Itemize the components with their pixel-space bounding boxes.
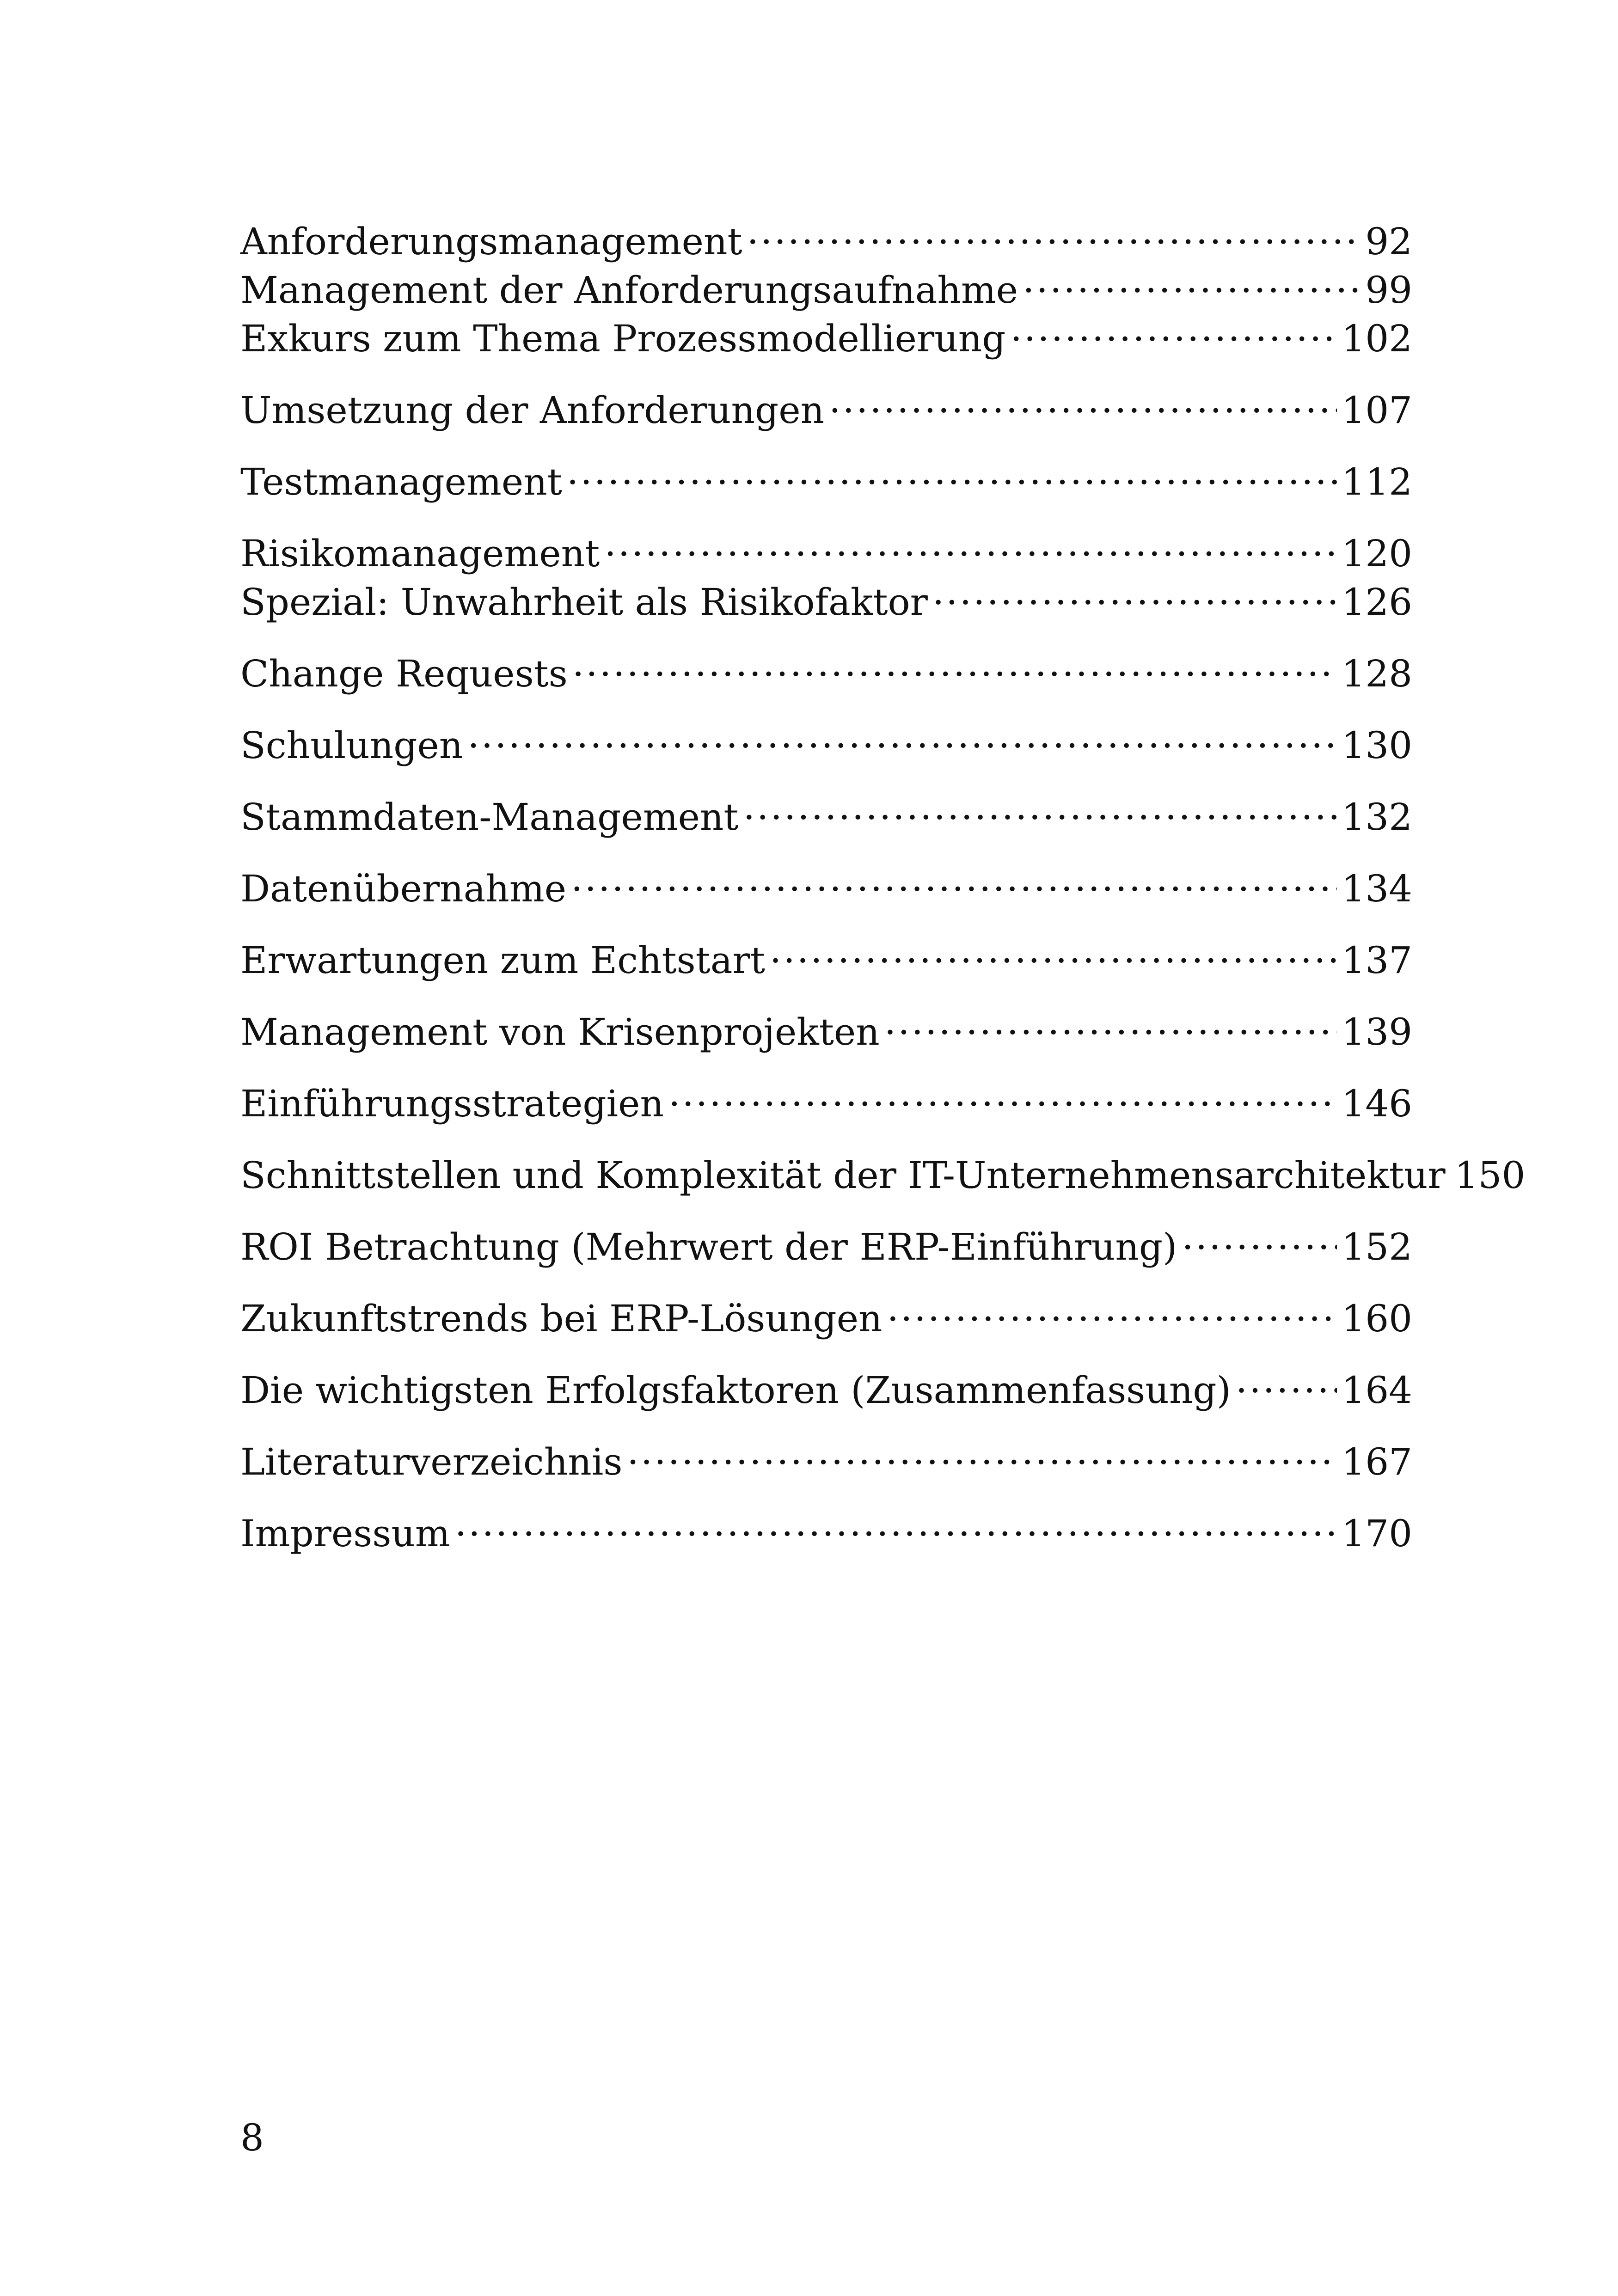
- toc-entry-page: 128: [1342, 652, 1412, 695]
- toc-entry[interactable]: [240, 925, 1412, 982]
- toc-entry-title: Zukunftstrends bei ERP-Lösungen: [240, 1297, 883, 1340]
- toc-dot-leader: [884, 996, 1337, 1045]
- toc-entry[interactable]: [240, 518, 1412, 575]
- toc-entry[interactable]: [240, 1354, 1412, 1412]
- toc-entry[interactable]: [240, 781, 1412, 839]
- toc-entry-page: 167: [1342, 1440, 1412, 1483]
- toc-entry-page: 152: [1342, 1225, 1412, 1268]
- toc-entry-title: ROI Betrachtung (Mehrwert der ERP-Einführung): [240, 1225, 1177, 1268]
- toc-dot-leader: [627, 1426, 1337, 1475]
- toc-dot-leader: [1023, 254, 1361, 303]
- toc-dot-leader: [770, 925, 1337, 973]
- toc-entry[interactable]: [240, 638, 1412, 695]
- toc-entry[interactable]: [240, 206, 1412, 263]
- toc-dot-leader: [1182, 1211, 1337, 1260]
- toc-dot-leader: [829, 374, 1337, 423]
- toc-dot-leader: [455, 1498, 1337, 1546]
- toc-entry-page: 146: [1342, 1082, 1412, 1125]
- toc-entry[interactable]: [240, 1068, 1412, 1125]
- toc-entry-title: Risikomanagement: [240, 532, 600, 575]
- page-number: 8: [240, 2116, 264, 2159]
- toc-entry-page: 126: [1342, 581, 1412, 624]
- toc-dot-leader: [1236, 1354, 1337, 1403]
- toc-entry-page: 132: [1342, 796, 1412, 839]
- toc-entry-page: 150: [1454, 1154, 1526, 1197]
- toc-dot-leader: [743, 781, 1337, 830]
- toc-entry-page: 160: [1342, 1297, 1412, 1340]
- toc-entry-title: Testmanagement: [240, 460, 562, 503]
- toc-entry-title: Anforderungsmanagement: [240, 220, 742, 263]
- toc-entry-page: 102: [1342, 317, 1412, 360]
- toc-dot-leader: [1010, 303, 1337, 351]
- toc-entry[interactable]: [240, 1283, 1412, 1340]
- toc-entry-title: Erwartungen zum Echtstart: [240, 939, 765, 982]
- toc-entry-page: 139: [1342, 1010, 1412, 1053]
- toc-entry-page: 130: [1342, 724, 1412, 767]
- toc-dot-leader: [747, 206, 1361, 254]
- toc-dot-leader: [887, 1283, 1337, 1331]
- toc-entry-page: 164: [1342, 1369, 1412, 1412]
- toc-entry[interactable]: [240, 710, 1412, 767]
- toc-entry-title: Einführungsstrategien: [240, 1082, 664, 1125]
- toc-entry-page: 120: [1342, 532, 1412, 575]
- toc-entry-title: Stammdaten-Management: [240, 796, 739, 839]
- toc-dot-leader: [572, 638, 1337, 686]
- toc-entry-title: Exkurs zum Thema Prozessmodellierung: [240, 317, 1006, 360]
- toc-entry-title: Umsetzung der Anforderungen: [240, 389, 825, 432]
- toc-entry[interactable]: [240, 1139, 1526, 1197]
- toc-entry[interactable]: [240, 1426, 1412, 1483]
- toc-dot-leader: [668, 1068, 1337, 1116]
- toc-dot-leader: [567, 446, 1337, 495]
- toc-entry-title: Schnittstellen und Komplexität der IT-Unternehmensarchitektur: [240, 1154, 1446, 1197]
- toc-entry-page: 137: [1342, 939, 1412, 982]
- toc-entry[interactable]: [240, 1211, 1412, 1268]
- toc-entry-title: Spezial: Unwahrheit als Risikofaktor: [240, 581, 928, 624]
- toc-entry[interactable]: [240, 853, 1412, 910]
- toc-entry[interactable]: [240, 374, 1412, 432]
- toc-entry-page: 107: [1342, 389, 1412, 432]
- toc-dot-leader: [932, 566, 1337, 615]
- table-of-contents: [240, 206, 1526, 1555]
- toc-dot-leader: [467, 710, 1337, 758]
- toc-entry-title: Datenübernahme: [240, 867, 567, 910]
- toc-entry[interactable]: [240, 996, 1412, 1053]
- toc-entry-page: 134: [1342, 867, 1412, 910]
- toc-entry-title: Change Requests: [240, 652, 568, 695]
- toc-entry[interactable]: [240, 1498, 1412, 1555]
- toc-entry-title: Die wichtigsten Erfolgsfaktoren (Zusammenfassung): [240, 1369, 1231, 1412]
- toc-entry-page: 170: [1342, 1512, 1412, 1555]
- toc-dot-leader: [571, 853, 1337, 901]
- toc-entry-title: Impressum: [240, 1512, 450, 1555]
- toc-entry-page: 112: [1342, 460, 1412, 503]
- toc-entry-page: 92: [1365, 220, 1412, 263]
- toc-entry-title: Management von Krisenprojekten: [240, 1010, 880, 1053]
- toc-entry-title: Management der Anforderungsaufnahme: [240, 269, 1018, 312]
- toc-entry-page: 99: [1365, 269, 1412, 312]
- toc-entry-title: Literaturverzeichnis: [240, 1440, 623, 1483]
- toc-dot-leader: [604, 518, 1337, 566]
- toc-entry-title: Schulungen: [240, 724, 463, 767]
- toc-entry[interactable]: [240, 446, 1412, 503]
